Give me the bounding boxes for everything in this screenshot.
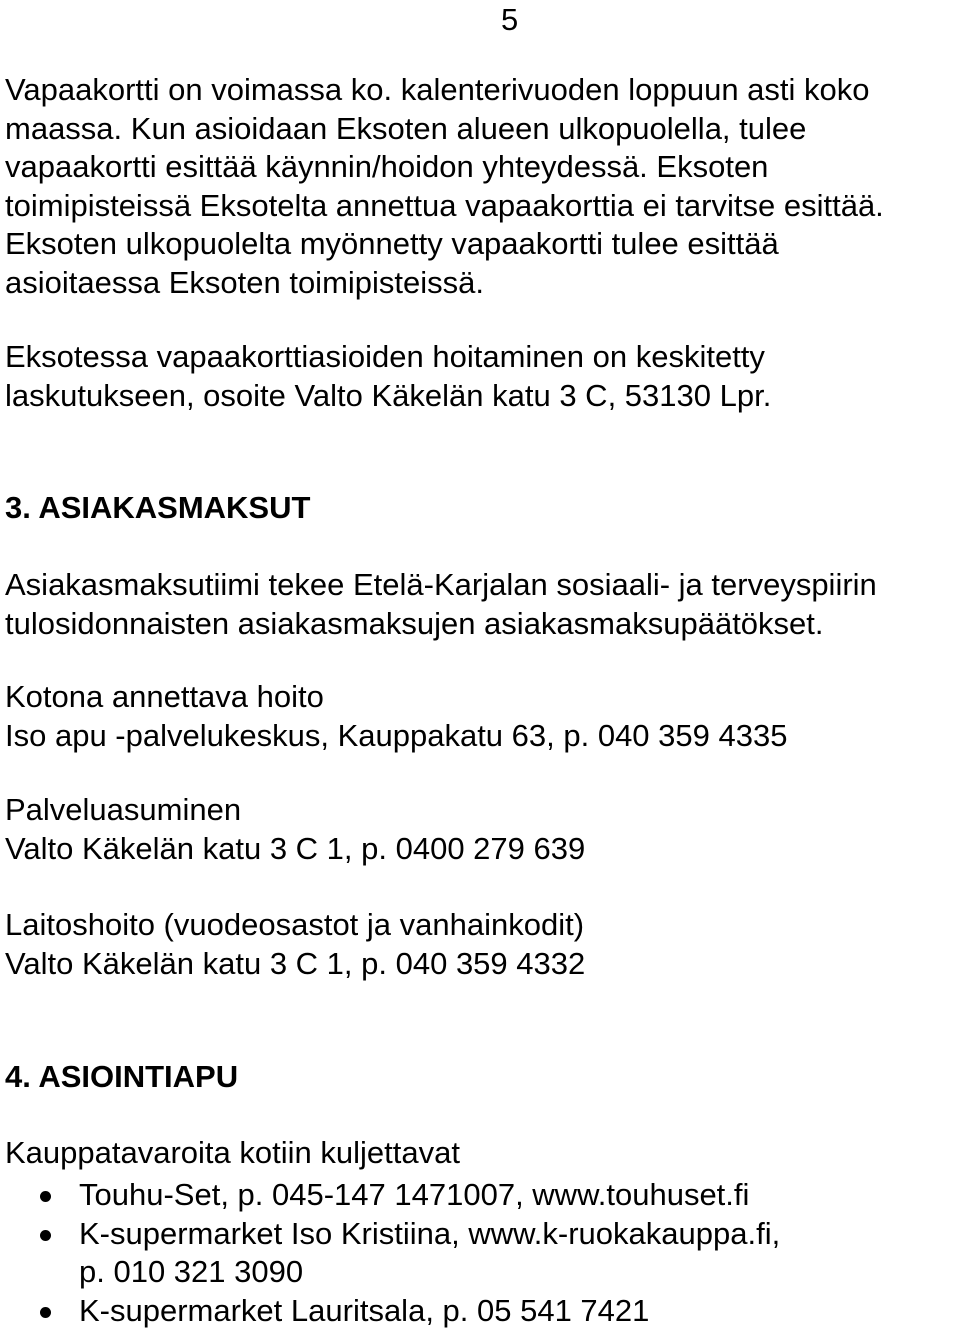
list-item-line: K-supermarket Iso Kristiina, www.k-ruokakauppa.fi, bbox=[79, 1215, 781, 1251]
paragraph-line: Asiakasmaksutiimi tekee Etelä-Karjalan sosiaali- ja terveyspiirin bbox=[5, 567, 877, 602]
paragraph-line: Eksotessa vapaakorttiasioiden hoitaminen on keskitetty bbox=[5, 339, 765, 374]
list-item bbox=[0, 1215, 780, 1292]
bullet-icon bbox=[40, 1307, 51, 1318]
section-3-intro bbox=[5, 566, 955, 643]
intro-paragraph bbox=[5, 71, 955, 303]
institutional-care-block bbox=[5, 906, 955, 983]
paragraph-line: laskutukseen, osoite Valto Käkelän katu 3 C, 53130 Lpr. bbox=[5, 377, 772, 413]
paragraph-line: vapaakortti esittää käynnin/hoidon yhteydessä. Eksoten bbox=[5, 149, 769, 185]
paragraph-line: Eksoten ulkopuolelta myönnetty vapaakortti tulee esittää bbox=[5, 226, 779, 262]
section-3-heading: 3. ASIAKASMAKSUT bbox=[5, 490, 311, 525]
list-item-line: Touhu-Set, p. 045-147 1471007, www.touhuset.fi bbox=[79, 1177, 750, 1212]
shop-list bbox=[0, 1176, 780, 1330]
bullet-icon bbox=[40, 1191, 51, 1202]
list-item bbox=[0, 1292, 780, 1331]
housing-contact: Valto Käkelän katu 3 C 1, p. 0400 279 639 bbox=[5, 830, 586, 866]
bullet-icon bbox=[40, 1230, 51, 1241]
subtitle-line: Kauppatavaroita kotiin kuljettavat bbox=[5, 1135, 460, 1170]
section-4-subtitle bbox=[5, 1134, 955, 1173]
housing-title: Palveluasuminen bbox=[5, 792, 242, 827]
list-item-line: K-supermarket Lauritsala, p. 05 541 7421 bbox=[79, 1292, 650, 1328]
list-item-line: p. 010 321 3090 bbox=[79, 1254, 304, 1290]
paragraph-line: Vapaakortti on voimassa ko. kalenterivuoden loppuun asti koko bbox=[5, 72, 870, 107]
billing-paragraph bbox=[5, 338, 955, 415]
paragraph-line: tulosidonnaisten asiakasmaksujen asiakasmaksupäätökset. bbox=[5, 605, 824, 641]
paragraph-line: asioitaessa Eksoten toimipisteissä. bbox=[5, 264, 485, 300]
institutional-care-title: Laitoshoito (vuodeosastot ja vanhainkodit) bbox=[5, 907, 585, 942]
paragraph-line: maassa. Kun asioidaan Eksoten alueen ulkopuolella, tulee bbox=[5, 110, 807, 146]
institutional-care-contact: Valto Käkelän katu 3 C 1, p. 040 359 4332 bbox=[5, 945, 586, 981]
home-care-title: Kotona annettava hoito bbox=[5, 679, 324, 714]
housing-block bbox=[5, 791, 955, 868]
home-care-block bbox=[5, 678, 955, 755]
list-item bbox=[0, 1176, 780, 1215]
paragraph-line: toimipisteissä Eksotelta annettua vapaakorttia ei tarvitse esittää. bbox=[5, 187, 884, 223]
home-care-contact: Iso apu -palvelukeskus, Kauppakatu 63, p. 040 359 4335 bbox=[5, 717, 788, 753]
section-4-heading: 4. ASIOINTIAPU bbox=[5, 1059, 239, 1094]
page-number: 5 bbox=[501, 2, 519, 37]
